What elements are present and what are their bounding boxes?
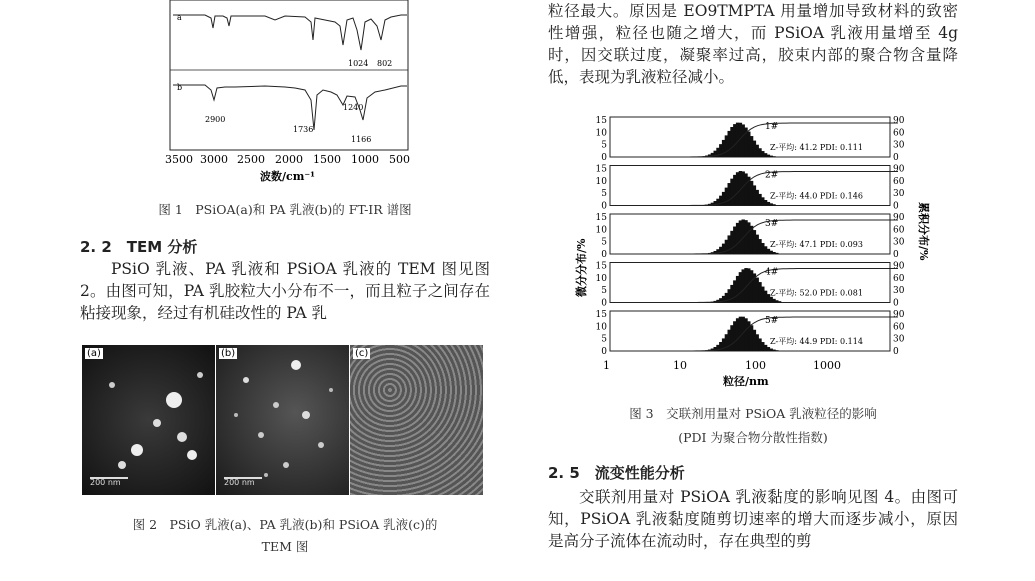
y-tick-right: 90	[893, 116, 905, 126]
y-axis-label-right: 累积分布/%	[917, 202, 930, 261]
y-tick-right: 60	[893, 128, 905, 139]
y-tick-left: 5	[601, 334, 607, 345]
distribution-bar	[778, 301, 781, 302]
section-heading: 2. 2 TEM 分析	[80, 238, 198, 256]
sample-label: 4#	[765, 267, 779, 278]
y-tick-right: 30	[893, 334, 905, 345]
y-tick-right: 0	[893, 347, 899, 357]
y-tick-left: 5	[601, 189, 607, 200]
y-tick-right: 0	[893, 298, 899, 309]
curve-label-b: b	[177, 83, 183, 92]
y-tick-left: 10	[595, 128, 607, 139]
sample-label: 2#	[765, 170, 779, 181]
x-tick: 500	[389, 153, 410, 166]
section-heading: 2. 5 流变性能分析	[548, 464, 685, 482]
z-average-label: Z-平均: 41.2 PDI: 0.111	[770, 143, 863, 152]
x-tick: 2000	[275, 153, 303, 166]
distribution-bar	[772, 204, 775, 205]
x-axis-label: 波数/cm⁻¹	[260, 170, 315, 183]
peak-label: 1736	[293, 125, 314, 134]
y-tick-right: 30	[893, 189, 905, 200]
y-tick-right: 60	[893, 273, 905, 284]
peak-label: 2900	[205, 115, 226, 124]
x-tick: 2500	[237, 153, 265, 166]
distribution-bar	[772, 156, 775, 157]
body-paragraph: 粒径最大。原因是 EO9TMPTA 用量增加导致材料的致密性增强，粒径也随之增大，而 PSiOA 乳液用量增至 4g 时，因交联过度，凝聚率过高，胶束内部的聚合物含量降低，表现为乳液粒径减小。	[548, 2, 958, 86]
y-tick-left: 0	[601, 250, 607, 260]
y-tick-left: 0	[601, 201, 607, 212]
caption-line: TEM 图	[261, 539, 309, 554]
z-average-label: Z-平均: 44.0 PDI: 0.146	[770, 191, 863, 201]
body-paragraph: PSiO 乳液、PA 乳液和 PSiOA 乳液的 TEM 图见图 2。由图可知，PA 乳胶粒大小分布不一，而且粒子之间存在粘接现象，经过有机硅改性的 PA 乳	[80, 260, 490, 322]
z-average-label: Z-平均: 44.9 PDI: 0.114	[770, 337, 863, 346]
fig3-chart	[575, 112, 935, 392]
y-tick-right: 60	[893, 322, 905, 333]
peak-label: 1240	[343, 103, 364, 112]
sample-label: 5#	[765, 316, 779, 326]
x-tick: 3500	[165, 153, 193, 166]
x-tick: 1500	[313, 153, 341, 166]
y-tick-right: 0	[893, 250, 899, 260]
sample-label: 3#	[765, 219, 779, 229]
y-axis-label-left: 微分分布/%	[575, 238, 588, 297]
ftir-spectrum	[165, 0, 410, 195]
y-tick-right: 90	[893, 213, 905, 223]
fig1-ftir	[165, 0, 410, 195]
distribution-bar	[775, 253, 778, 254]
panel-label: (c)	[355, 348, 369, 359]
y-tick-left: 10	[595, 225, 607, 236]
caption-line: (PDI 为聚合物分散性指数)	[678, 430, 828, 445]
z-average-label: Z-平均: 47.1 PDI: 0.093	[770, 240, 863, 249]
y-tick-right: 90	[893, 164, 905, 175]
curve-label-a: a	[177, 13, 182, 22]
y-tick-right: 30	[893, 140, 905, 151]
z-average-label: Z-平均: 52.0 PDI: 0.081	[770, 288, 863, 298]
y-tick-left: 0	[601, 347, 607, 357]
y-tick-left: 10	[595, 273, 607, 284]
y-tick-left: 5	[601, 237, 607, 248]
y-tick-left: 15	[595, 261, 607, 272]
y-tick-right: 0	[893, 201, 899, 212]
distribution-bar	[775, 350, 778, 351]
y-tick-left: 15	[595, 116, 607, 126]
particle-size-distribution	[575, 112, 935, 392]
x-tick: 1000	[351, 153, 379, 166]
y-tick-left: 0	[601, 298, 607, 309]
tem-image-a	[82, 345, 215, 495]
panel-label: (b)	[221, 348, 236, 359]
x-axis-label: 粒径/nm	[723, 375, 769, 388]
fig3-caption	[548, 404, 958, 446]
caption-line: 图 2 PSiO 乳液(a)、PA 乳液(b)和 PSiOA 乳液(c)的	[132, 517, 438, 532]
y-tick-left: 5	[601, 286, 607, 297]
x-tick: 100	[745, 359, 766, 372]
fig2-caption	[80, 515, 490, 555]
y-tick-left: 15	[595, 310, 607, 320]
y-tick-left: 10	[595, 322, 607, 333]
peak-label: 1024	[348, 59, 369, 68]
peak-label: 1166	[351, 135, 372, 144]
y-tick-right: 30	[893, 286, 905, 297]
x-tick: 3000	[200, 153, 228, 166]
fig1-caption: 图 1 PSiOA(a)和 PA 乳液(b)的 FT-IR 谱图	[158, 202, 412, 217]
caption-line: 图 3 交联剂用量对 PSiOA 乳液粒径的影响	[629, 406, 877, 421]
y-tick-right: 60	[893, 176, 905, 187]
y-tick-left: 15	[595, 213, 607, 223]
y-tick-left: 10	[595, 176, 607, 187]
scale-label: 200 nm	[224, 478, 255, 487]
x-tick: 10	[673, 359, 687, 372]
body-paragraph: 交联剂用量对 PSiOA 乳液黏度的影响见图 4。由图可知，PSiOA 乳液黏度随剪切速率的增大而逐步减小，原因是高分子流体在流动时，存在典型的剪	[548, 488, 958, 550]
tem-image-b	[216, 345, 349, 495]
y-tick-left: 5	[601, 140, 607, 151]
y-tick-right: 60	[893, 225, 905, 236]
panel-label: (a)	[87, 348, 101, 359]
x-tick: 1000	[813, 359, 841, 372]
scale-label: 200 nm	[90, 478, 121, 487]
peak-label: 802	[377, 59, 393, 68]
y-tick-right: 30	[893, 237, 905, 248]
y-tick-right: 90	[893, 310, 905, 320]
y-tick-left: 0	[601, 153, 607, 163]
y-tick-right: 90	[893, 261, 905, 272]
x-tick: 1	[603, 359, 610, 372]
y-tick-right: 0	[893, 153, 899, 163]
tem-image-c	[350, 345, 483, 495]
y-tick-left: 15	[595, 164, 607, 175]
sample-label: 1#	[765, 122, 779, 132]
